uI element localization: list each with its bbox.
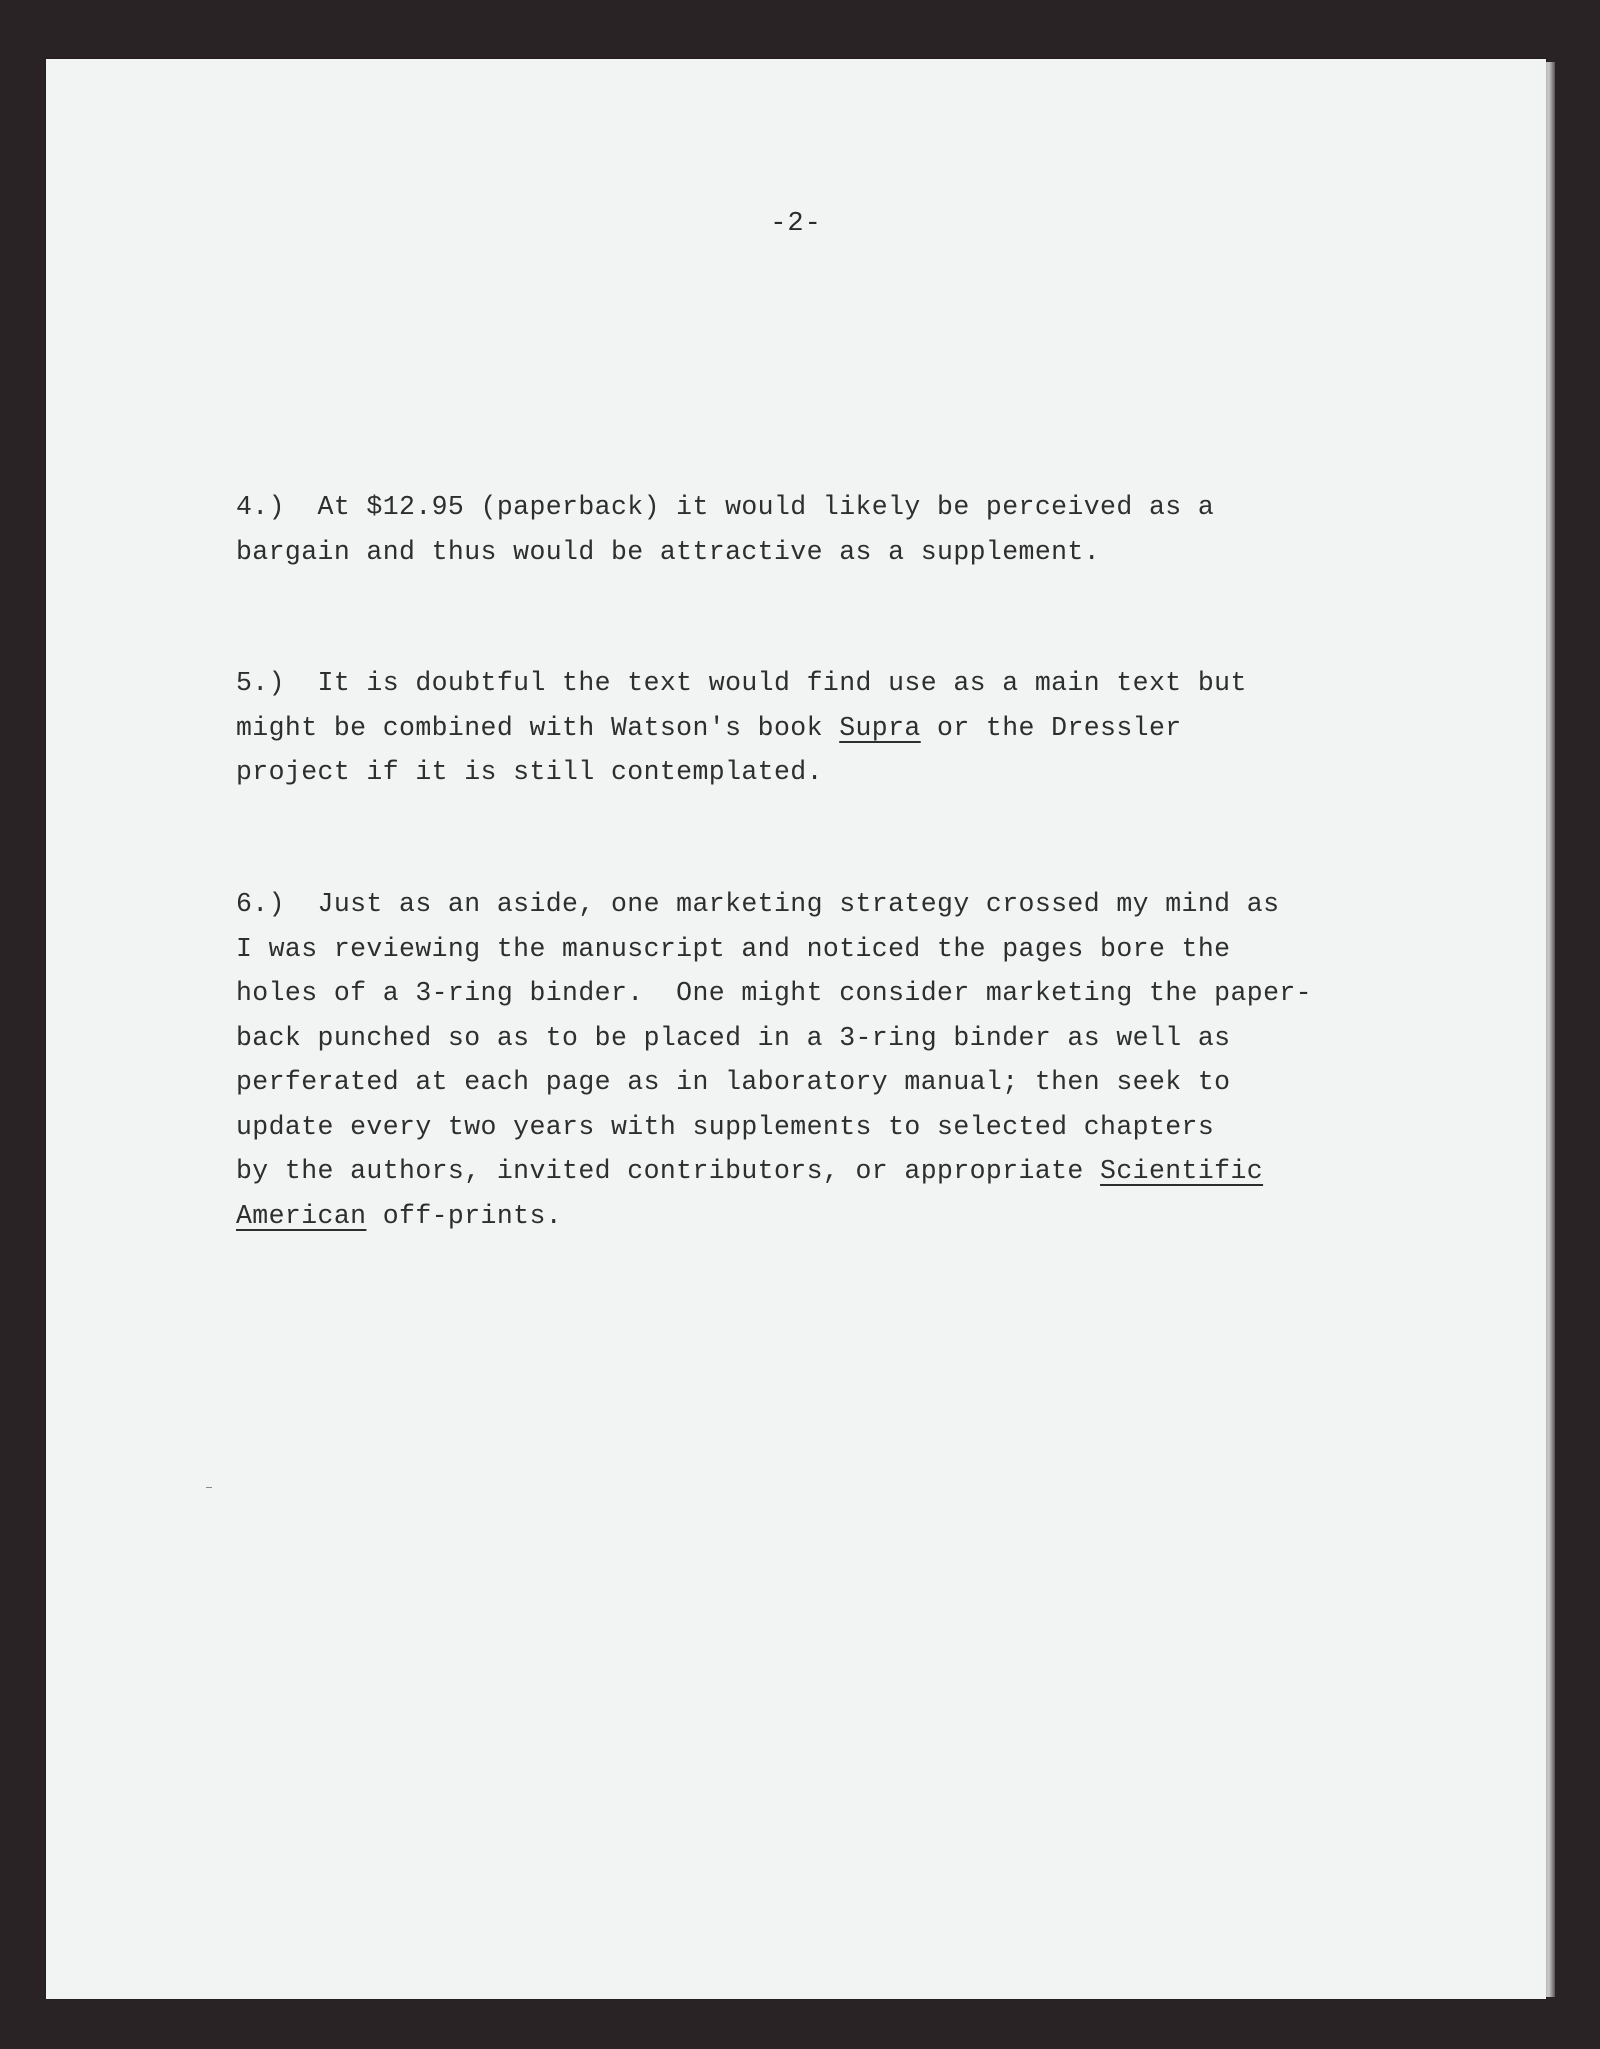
text-line: back punched so as to be placed in a 3-ring binder as well as <box>236 1022 1231 1053</box>
document-page <box>46 59 1546 1999</box>
underlined-title: American <box>236 1200 367 1231</box>
text-line <box>236 1149 1312 1194</box>
text-run: off-prints. <box>366 1200 563 1231</box>
text-line: 5.) It is doubtful the text would find use as a main text but <box>236 668 1247 698</box>
text-line: bargain and thus would be attractive as a supplement. <box>236 536 1101 567</box>
text-run: or the Dressler <box>920 712 1182 743</box>
text-line: project if it is still contemplated. <box>236 757 823 787</box>
stray-mark <box>206 1487 212 1488</box>
page-number: -2- <box>770 209 822 239</box>
text-line: I was reviewing the manuscript and noticed the pages bore the <box>236 933 1231 964</box>
text-line: 4.) At $12.95 (paperback) it would likely be perceived as a <box>236 492 1215 522</box>
paragraph-5 <box>236 661 1247 795</box>
paragraph-4 <box>236 485 1214 574</box>
text-run: might be combined with Watson's book <box>236 712 840 743</box>
text-line: holes of a 3-ring binder. One might consider marketing the paper- <box>236 978 1312 1008</box>
paper-edge <box>1546 62 1555 1997</box>
text-line: 6.) Just as an aside, one marketing strategy crossed my mind as <box>236 889 1280 919</box>
paragraph-6 <box>236 882 1312 1238</box>
text-line: perferated at each page as in laboratory manual; then seek to <box>236 1067 1231 1097</box>
text-line <box>236 706 1247 751</box>
text-run: by the authors, invited contributors, or appropriate <box>236 1156 1101 1186</box>
underlined-title: Supra <box>839 712 921 743</box>
text-line: update every two years with supplements to selected chapters <box>236 1111 1215 1142</box>
text-line <box>236 1194 1312 1239</box>
underlined-title: Scientific <box>1100 1156 1264 1186</box>
